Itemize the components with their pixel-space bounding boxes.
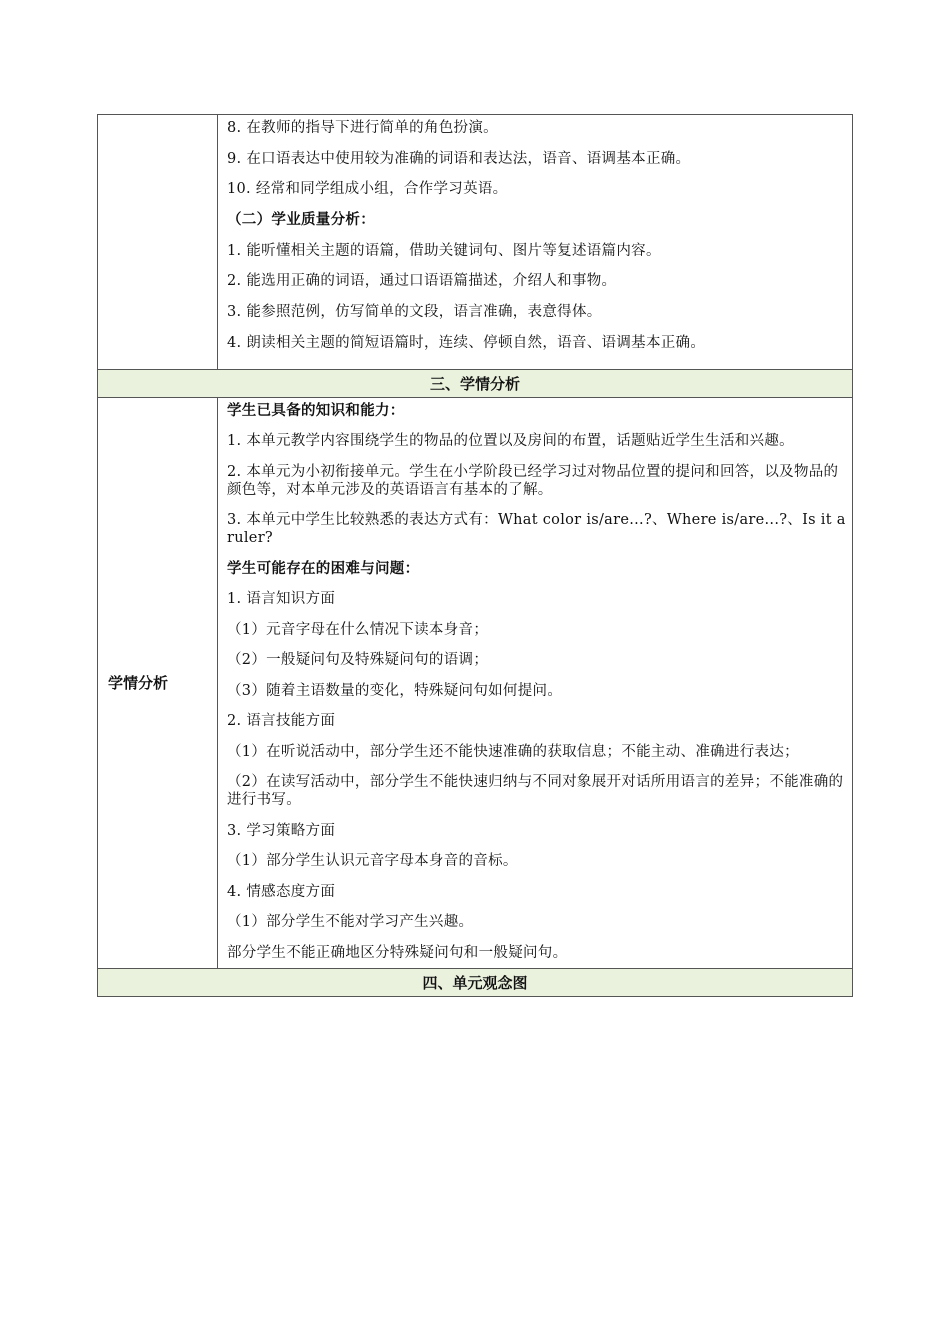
section4-header-row xyxy=(98,968,853,996)
text-line: （3）随着主语数量的变化，特殊疑问句如何提问。 xyxy=(227,682,563,699)
text-line: 2. 本单元为小初衔接单元。学生在小学阶段已经学习过对物品位置的提问和回答，以及物品的颜色等，对本单元涉及的英语语言有基本的了解。 xyxy=(227,463,839,498)
quality-content-cell xyxy=(218,115,853,370)
subheading: （二）学业质量分析： xyxy=(227,211,375,229)
text-line: 10. 经常和同学组成小组，合作学习英语。 xyxy=(227,181,508,198)
text-line: 2. 语言技能方面 xyxy=(227,713,336,729)
text-line: 部分学生不能正确地区分特殊疑问句和一般疑问句。 xyxy=(227,944,568,961)
section3-header: 三、学情分析 xyxy=(98,369,853,397)
text-line: 1. 语言知识方面 xyxy=(227,591,336,607)
text-line: 9. 在口语表达中使用较为准确的词语和表达法，语音、语调基本正确。 xyxy=(227,150,691,167)
text-line: （2）在读写活动中，部分学生不能快速归纳与不同对象展开对话所用语言的差异；不能准确的进行书写。 xyxy=(227,774,844,808)
subheading: 学生已具备的知识和能力： xyxy=(227,401,405,419)
text-line: 2. 能选用正确的词语，通过口语语篇描述，介绍人和事物。 xyxy=(227,273,617,290)
text-line: （1）元音字母在什么情况下读本身音； xyxy=(227,621,489,638)
learner-analysis-content xyxy=(218,397,853,968)
text-line: 8. 在教师的指导下进行简单的角色扮演。 xyxy=(227,120,498,136)
lesson-plan-table xyxy=(97,114,853,997)
section3-header-row xyxy=(98,369,853,397)
learner-analysis-row xyxy=(98,397,853,968)
text-line: 3. 本单元中学生比较熟悉的表达方式有：What color is/are...?、Where is/are...?、Is it a ruler? xyxy=(227,512,846,546)
text-line: （1）在听说活动中，部分学生还不能快速准确的获取信息；不能主动、准确进行表达； xyxy=(227,743,799,760)
text-line: 3. 能参照范例，仿写简单的文段，语言准确，表意得体。 xyxy=(227,304,602,321)
learner-analysis-label: 学情分析 xyxy=(98,397,218,968)
quality-label-cell xyxy=(98,115,218,370)
text-line: 3. 学习策略方面 xyxy=(227,822,336,839)
text-line: （2）一般疑问句及特殊疑问句的语调； xyxy=(227,652,489,668)
section4-header: 四、单元观念图 xyxy=(98,968,853,996)
subheading: 学生可能存在的困难与问题： xyxy=(227,559,420,577)
text-line: 4. 朗读相关主题的简短语篇时，连续、停顿自然，语音、语调基本正确。 xyxy=(227,334,706,351)
text-line: 1. 能听懂相关主题的语篇，借助关键词句、图片等复述语篇内容。 xyxy=(227,242,661,259)
text-line: 1. 本单元教学内容围绕学生的物品的位置以及房间的布置，话题贴近学生生活和兴趣。 xyxy=(227,433,794,449)
text-line: （1）部分学生不能对学习产生兴趣。 xyxy=(227,914,474,930)
text-line: （1）部分学生认识元音字母本身音的音标。 xyxy=(227,853,518,869)
text-line: 4. 情感态度方面 xyxy=(227,883,336,900)
quality-row xyxy=(98,115,853,370)
